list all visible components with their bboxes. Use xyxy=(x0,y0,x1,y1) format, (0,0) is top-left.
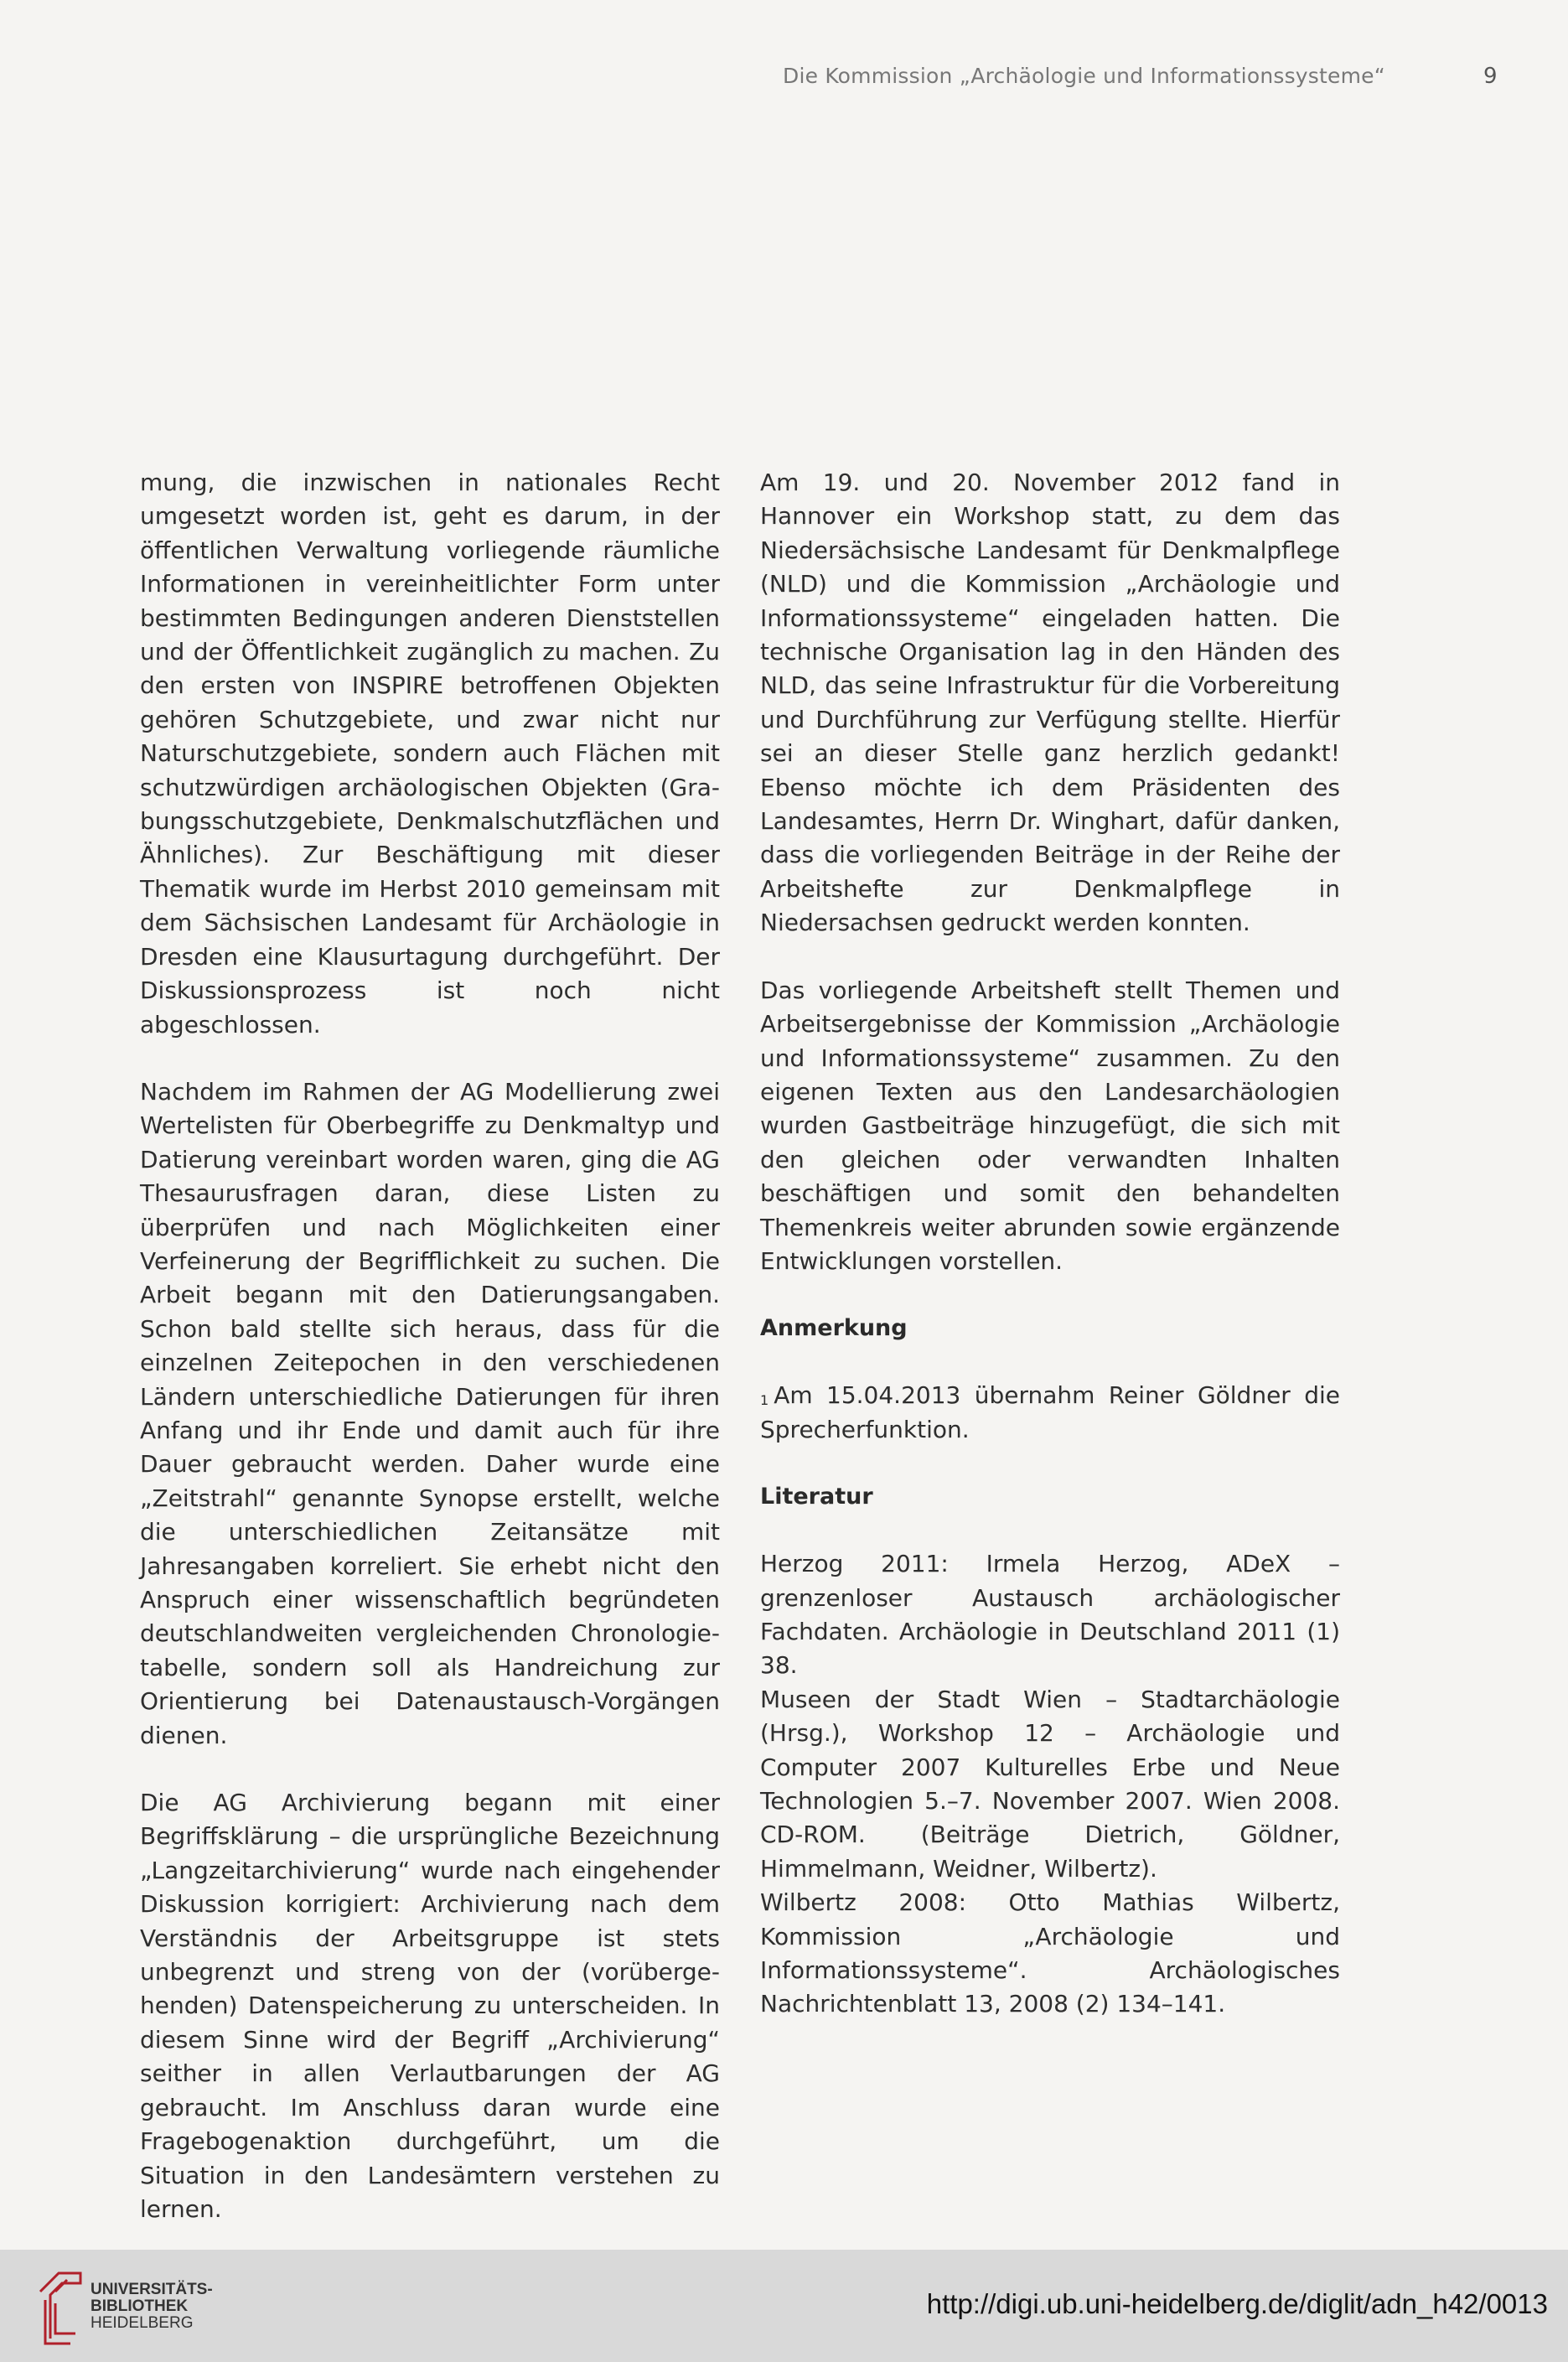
library-name xyxy=(91,2282,213,2332)
library-name-line: UNIVERSITÄTS- xyxy=(91,2281,213,2298)
library-logo-icon xyxy=(34,2266,85,2347)
running-header-title: Die Kommission „Archäologie und Informationssysteme“ xyxy=(783,64,1385,88)
paragraph-workshop: Am 19. und 20. November 2012 fand in Hannover ein Workshop statt, zu dem das Niedersächsische Landesamt für Denkmalpflege (NLD) und die Kommission „Archäologie und Informationssysteme“ eingeladen hatten. Die technische Organisation lag in den Händen des NLD, das seine Infrastruktur für die Vorbereitung und Durchführung zur Verfügung stellte. Hierfür sei an dieser Stelle ganz herzlich gedankt! Ebenso möchte ich dem Präsidenten des Landesamtes, Herrn Dr. Winghart, dafür danken, dass die vorliegenden Beiträge in der Reihe der Arbeitshefte zur Denkmalpflege in Niedersachsen gedruckt werden konnten. xyxy=(760,469,1340,937)
paragraph-thesaurus: Nachdem im Rahmen der AG Modellierung zwei Wertelisten für Oberbegriffe zu Denkmaltyp und Datierung vereinbart worden waren, ging die AG Thesaurusfragen daran, diese Listen zu überprüfen und nach Möglichkeiten einer Verfeinerung der Begrifflichkeit zu suchen. Die Arbeit begann mit den Datierungsangaben. Schon bald stellte sich heraus, dass für die einzelnen Zeitepochen in den verschiedenen Ländern unterschiedliche Datierungen für ihren Anfang und ihr Ende und damit auch für ihre Dauer gebraucht werden. Daher wurde eine „Zeitstrahl“ genannte Synopse erstellt, welche die unterschiedlichen Zeitansätze mit Jahresangaben korreliert. Sie erhebt nicht den Anspruch einer wissenschaftlich begründeten deutschlandweiten vergleichenden Chronologietabelle, sondern soll als Handreichung zur Orientierung bei Datenaustausch-Vorgängen dienen. xyxy=(140,1077,720,1749)
left-column xyxy=(140,466,720,2260)
literature-list xyxy=(760,1547,1340,2022)
digitization-footer xyxy=(0,2250,1568,2362)
notes-heading: Anmerkung xyxy=(760,1315,908,1342)
library-name-line: BIBLIOTHEK xyxy=(91,2297,189,2315)
paragraph-inspire: mung, die inzwischen in nationales Recht umgesetzt worden ist, geht es darum, in der öffentlichen Verwaltung vorliegende räumliche Informationen in vereinheitlichter Form unter bestimmten Bedingungen anderen Dienststellen und der Öffentlichkeit zugänglich zu machen. Zu den ersten von INSPIRE betroffenen Objekten gehören Schutzgebiete, und zwar nicht nur Naturschutzgebiete, sondern auch Flächen mit schutzwürdigen archäologischen Objekten (Grabungsschutzgebiete, Denkmalschutzflächen und Ähnliches). Zur Beschäftigung mit dieser Thematik wurde im Herbst 2010 gemeinsam mit dem Sächsischen Landesamt für Archäologie in Dresden eine Klausurtagung durchgeführt. Der Diskussionsprozess ist noch nicht abgeschlossen. xyxy=(140,469,720,1039)
paragraph-arbeitsheft: Das vorliegende Arbeitsheft stellt Themen und Arbeitsergebnisse der Kommission „Archäologie und Informationssysteme“ zusammen. Zu den eigenen Texten aus den Landesarchäologien wurden Gastbeiträge hinzugefügt, die sich mit den gleichen oder verwandten Inhalten beschäftigen und somit den behandelten Themenkreis weiter abrunden sowie ergänzende Entwicklungen vorstellen. xyxy=(760,976,1340,1275)
paragraph-archivierung: Die AG Archivierung begann mit einer Begriffsklärung – die ursprüngliche Bezeichnung „Langzeitarchivierung“ wurde nach eingehender Diskussion korrigiert: Archivierung nach dem Verständnis der Arbeitsgruppe ist stets unbegrenzt und streng von der (vorübergehenden) Datenspeicherung zu unterscheiden. In diesem Sinne wird der Begriff „Archivierung“ seither in allen Verlautbarungen der AG gebraucht. Im Anschluss daran wurde eine Fragebogenaktion durchgeführt, um die Situation in den Landesämtern verstehen zu lernen. xyxy=(140,1789,720,2223)
literature-entry: Wilbertz 2008: Otto Mathias Wilbertz, Kommission „Archäologie und Informationssysteme“. Archäologisches Nachrichtenblatt 13, 2008 (2) 134–141. xyxy=(760,1888,1340,2018)
literature-entry: Herzog 2011: Irmela Herzog, ADeX – grenzenloser Austausch archäologischer Fachdaten. Archäologie in Deutschland 2011 (1) 38. xyxy=(760,1550,1340,1680)
right-column xyxy=(760,466,1340,2022)
footnote-text: Am 15.04.2013 übernahm Reiner Göldner die Sprecherfunktion. xyxy=(760,1381,1340,1443)
permalink-url[interactable]: http://digi.ub.uni-heidelberg.de/diglit/adn_h42/0013 xyxy=(926,2288,1548,2319)
literature-heading: Literatur xyxy=(760,1484,873,1510)
footnote xyxy=(760,1379,1340,1447)
library-name-line: HEIDELBERG xyxy=(91,2314,194,2332)
page-number: 9 xyxy=(1483,64,1498,89)
footnote-marker: 1 xyxy=(760,1392,769,1409)
literature-entry: Museen der Stadt Wien – Stadtarchäologie (Hrsg.), Workshop 12 – Archäologie und Computer 2007 Kulturelles Erbe und Neue Technologien 5.–7. November 2007. Wien 2008. CD-ROM. (Beiträge Dietrich, Göldner, Himmelmann, Weidner, Wilbertz). xyxy=(760,1685,1340,1883)
